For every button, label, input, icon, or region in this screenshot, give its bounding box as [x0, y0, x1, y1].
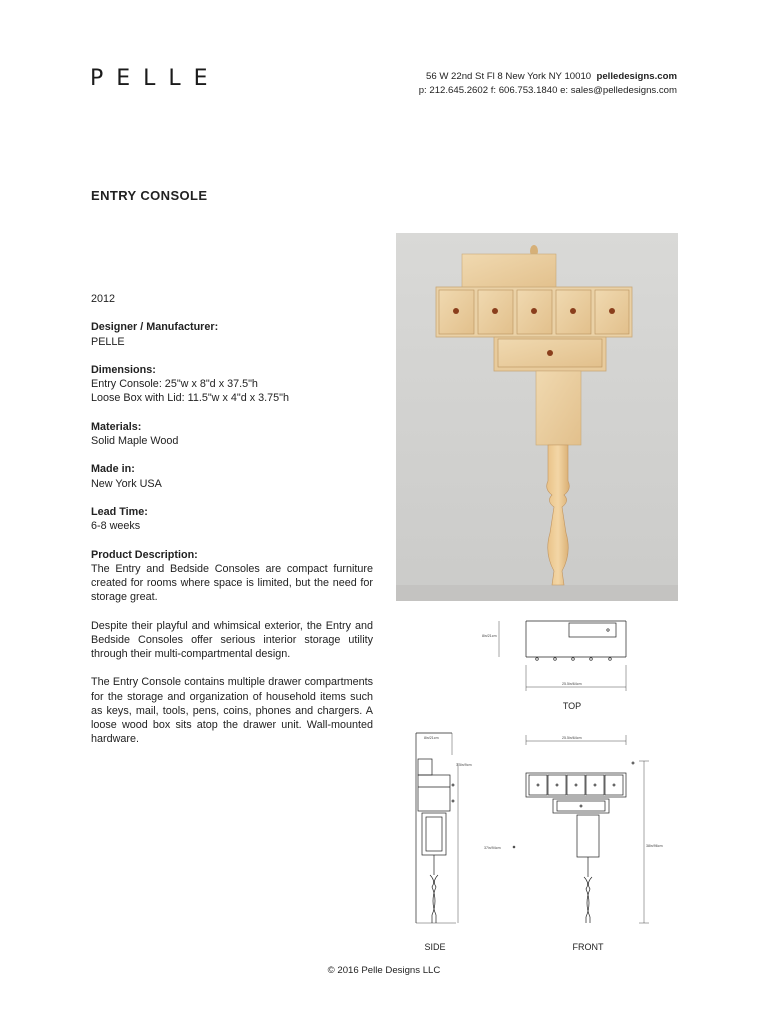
contact-block: [419, 70, 677, 97]
top-depth-dim: 8in/21cm: [482, 634, 497, 638]
side-view-drawing: [416, 733, 515, 923]
lead-time-section: [91, 505, 373, 533]
materials-label: Materials:: [91, 420, 142, 433]
footer-copyright: © 2016 Pelle Designs LLC: [327, 965, 441, 976]
lead-time-label: Lead Time:: [91, 505, 148, 518]
designer-section: [91, 320, 373, 348]
designer-value: PELLE: [91, 335, 125, 348]
page-title: ENTRY CONSOLE: [91, 188, 208, 203]
made-in-value: New York USA: [91, 477, 162, 490]
side-height-dim: 37in/94cm: [484, 846, 501, 850]
top-width-dim: 25.5in/64cm: [562, 682, 582, 686]
front-height-dim: 38in/96cm: [646, 844, 663, 848]
contact-address-line: [419, 70, 677, 84]
description-paragraph-1: The Entry and Bedside Consoles are compact furniture created for rooms where space is limited, but the need for storage great.: [91, 562, 373, 604]
description-paragraph-2: Despite their playful and whimsical exterior, the Entry and Bedside Consoles offer serious interior storage utility through their multi-compartmental design.: [91, 619, 373, 660]
materials-section: [91, 420, 373, 448]
dimensions-box: Loose Box with Lid: 11.5"w x 4"d x 3.75"h: [91, 392, 289, 405]
pelle-logo: PELLE: [90, 66, 221, 91]
made-in-label: Made in:: [91, 463, 135, 476]
top-view-label: TOP: [562, 701, 582, 711]
description-paragraph-3: The Entry Console contains multiple drawer compartments for the storage and organization of household items such as keys, mail, tools, pens, coins, phones and chargers. A loose wood box sits atop the drawer unit. Wall-mounted hardware.: [91, 676, 373, 746]
address: 56 W 22nd St Fl 8 New York NY 10010: [425, 71, 592, 82]
front-view-label: FRONT: [572, 942, 604, 952]
front-width-dim: 25.5in/64cm: [562, 736, 582, 740]
contact-phone-line: p: 212.645.2602 f: 606.753.1840 e: sales@pelledesigns.com: [418, 84, 677, 96]
top-view-drawing: [499, 621, 626, 691]
drawer-row: [436, 287, 632, 337]
dimensions-console: Entry Console: 25"w x 8"d x 37.5"h: [91, 378, 258, 391]
dimensions-label: Dimensions:: [91, 363, 156, 376]
website-link[interactable]: pelledesigns.com: [596, 71, 677, 82]
made-in-section: [91, 462, 373, 490]
dimension-labels: [424, 634, 663, 850]
side-box-dim: 3.5in/9cm: [456, 763, 472, 767]
product-photo: [396, 233, 678, 601]
dimensions-section: [91, 363, 373, 406]
description-section: [91, 548, 373, 605]
front-view-drawing: [526, 735, 649, 923]
side-view-label: SIDE: [424, 942, 446, 952]
materials-value: Solid Maple Wood: [91, 434, 179, 447]
description-label: Product Description:: [91, 548, 198, 561]
year: 2012: [91, 293, 116, 305]
lead-time-value: 6-8 weeks: [91, 520, 141, 533]
side-depth-dim: 8in/21cm: [424, 736, 439, 740]
product-info: [91, 292, 373, 761]
designer-label: Designer / Manufacturer:: [91, 321, 219, 334]
technical-drawings: [396, 605, 678, 960]
